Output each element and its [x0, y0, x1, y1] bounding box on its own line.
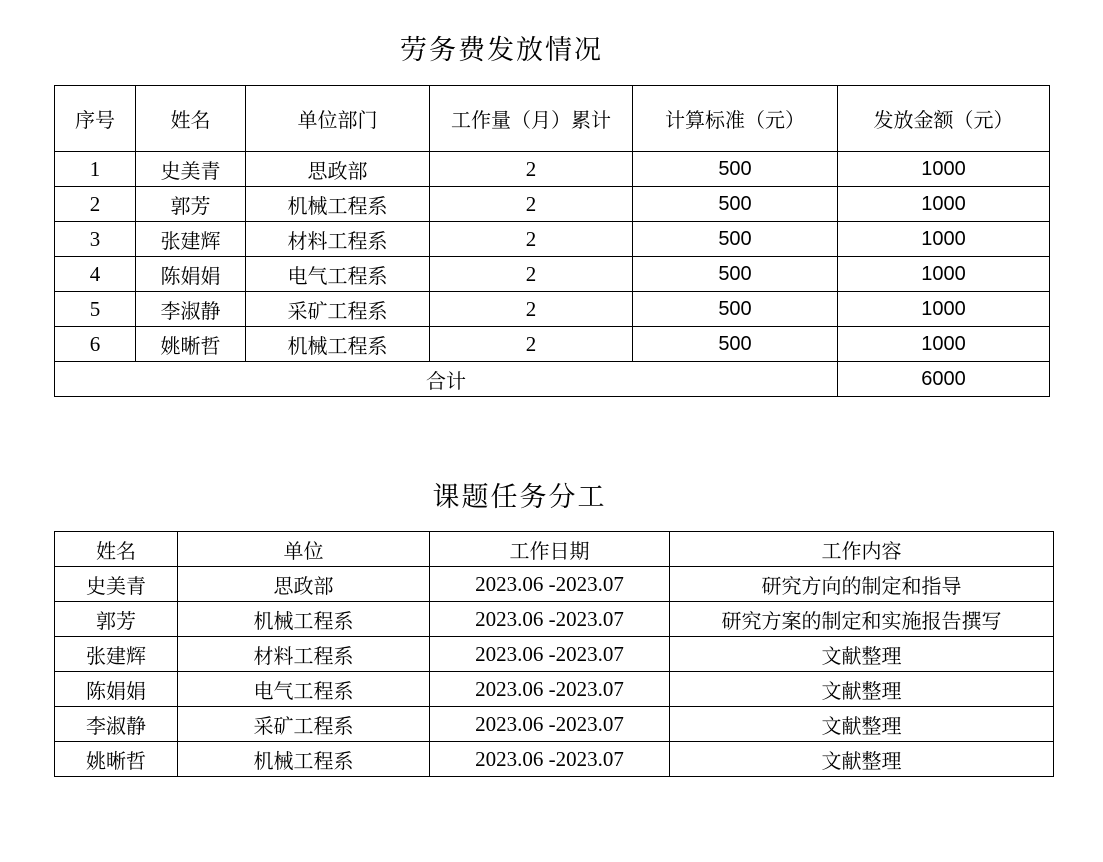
row-period: 2023.06 -2023.07 — [430, 742, 670, 777]
table-row — [55, 742, 1054, 777]
header-workload: 工作量（月）累计 — [430, 86, 633, 152]
payment-table-title: 劳务费发放情况 — [400, 35, 603, 66]
table-row — [55, 187, 1050, 222]
row-months: 2 — [430, 222, 633, 257]
total-amount: 6000 — [838, 362, 1050, 397]
total-label: 合计 — [55, 362, 838, 397]
row-name: 姚晰哲 — [55, 742, 178, 777]
table-row — [55, 222, 1050, 257]
row-rate: 500 — [633, 152, 838, 187]
row-name: 史美青 — [136, 152, 246, 187]
row-name: 陈娟娟 — [136, 257, 246, 292]
row-dept: 采矿工程系 — [246, 292, 430, 327]
row-content: 文献整理 — [670, 672, 1054, 707]
row-name: 张建辉 — [55, 637, 178, 672]
row-content: 文献整理 — [670, 742, 1054, 777]
row-content: 研究方向的制定和指导 — [670, 567, 1054, 602]
row-no: 2 — [55, 187, 136, 222]
row-months: 2 — [430, 187, 633, 222]
table-row — [55, 637, 1054, 672]
row-dept: 思政部 — [246, 152, 430, 187]
row-rate: 500 — [633, 292, 838, 327]
row-no: 6 — [55, 327, 136, 362]
row-months: 2 — [430, 292, 633, 327]
row-amount: 1000 — [838, 257, 1050, 292]
total-row — [55, 362, 1050, 397]
row-no: 3 — [55, 222, 136, 257]
row-period: 2023.06 -2023.07 — [430, 707, 670, 742]
row-name: 李淑静 — [55, 707, 178, 742]
row-name: 陈娟娟 — [55, 672, 178, 707]
row-amount: 1000 — [838, 152, 1050, 187]
header-period: 工作日期 — [430, 532, 670, 567]
row-period: 2023.06 -2023.07 — [430, 637, 670, 672]
header-amount: 发放金额（元） — [838, 86, 1050, 152]
row-rate: 500 — [633, 187, 838, 222]
row-no: 4 — [55, 257, 136, 292]
header-name: 姓名 — [55, 532, 178, 567]
row-name: 李淑静 — [136, 292, 246, 327]
row-dept: 机械工程系 — [246, 327, 430, 362]
header-no: 序号 — [55, 86, 136, 152]
task-header-row — [55, 532, 1054, 567]
row-dept: 机械工程系 — [246, 187, 430, 222]
row-name: 姚晰哲 — [136, 327, 246, 362]
table-row — [55, 707, 1054, 742]
row-amount: 1000 — [838, 187, 1050, 222]
row-months: 2 — [430, 327, 633, 362]
table-row — [55, 567, 1054, 602]
row-unit: 采矿工程系 — [178, 707, 430, 742]
row-no: 5 — [55, 292, 136, 327]
table-row — [55, 152, 1050, 187]
header-rate: 计算标准（元） — [633, 86, 838, 152]
task-table — [54, 531, 1054, 777]
header-dept: 单位部门 — [246, 86, 430, 152]
row-dept: 材料工程系 — [246, 222, 430, 257]
row-rate: 500 — [633, 327, 838, 362]
table-row — [55, 672, 1054, 707]
row-content: 文献整理 — [670, 707, 1054, 742]
row-unit: 电气工程系 — [178, 672, 430, 707]
row-period: 2023.06 -2023.07 — [430, 567, 670, 602]
payment-table — [54, 85, 1050, 397]
row-months: 2 — [430, 152, 633, 187]
header-content: 工作内容 — [670, 532, 1054, 567]
row-rate: 500 — [633, 222, 838, 257]
table-row — [55, 327, 1050, 362]
header-unit: 单位 — [178, 532, 430, 567]
task-table-title: 课题任务分工 — [432, 482, 607, 513]
row-amount: 1000 — [838, 327, 1050, 362]
row-period: 2023.06 -2023.07 — [430, 602, 670, 637]
row-rate: 500 — [633, 257, 838, 292]
row-name: 张建辉 — [136, 222, 246, 257]
row-unit: 材料工程系 — [178, 637, 430, 672]
row-period: 2023.06 -2023.07 — [430, 672, 670, 707]
payment-header-row — [55, 86, 1050, 152]
header-name: 姓名 — [136, 86, 246, 152]
row-amount: 1000 — [838, 292, 1050, 327]
row-content: 研究方案的制定和实施报告撰写 — [670, 602, 1054, 637]
row-name: 史美青 — [55, 567, 178, 602]
row-unit: 机械工程系 — [178, 602, 430, 637]
table-row — [55, 602, 1054, 637]
row-unit: 思政部 — [178, 567, 430, 602]
row-no: 1 — [55, 152, 136, 187]
row-name: 郭芳 — [55, 602, 178, 637]
row-months: 2 — [430, 257, 633, 292]
row-dept: 电气工程系 — [246, 257, 430, 292]
table-row — [55, 292, 1050, 327]
table-row — [55, 257, 1050, 292]
row-amount: 1000 — [838, 222, 1050, 257]
row-name: 郭芳 — [136, 187, 246, 222]
row-content: 文献整理 — [670, 637, 1054, 672]
row-unit: 机械工程系 — [178, 742, 430, 777]
